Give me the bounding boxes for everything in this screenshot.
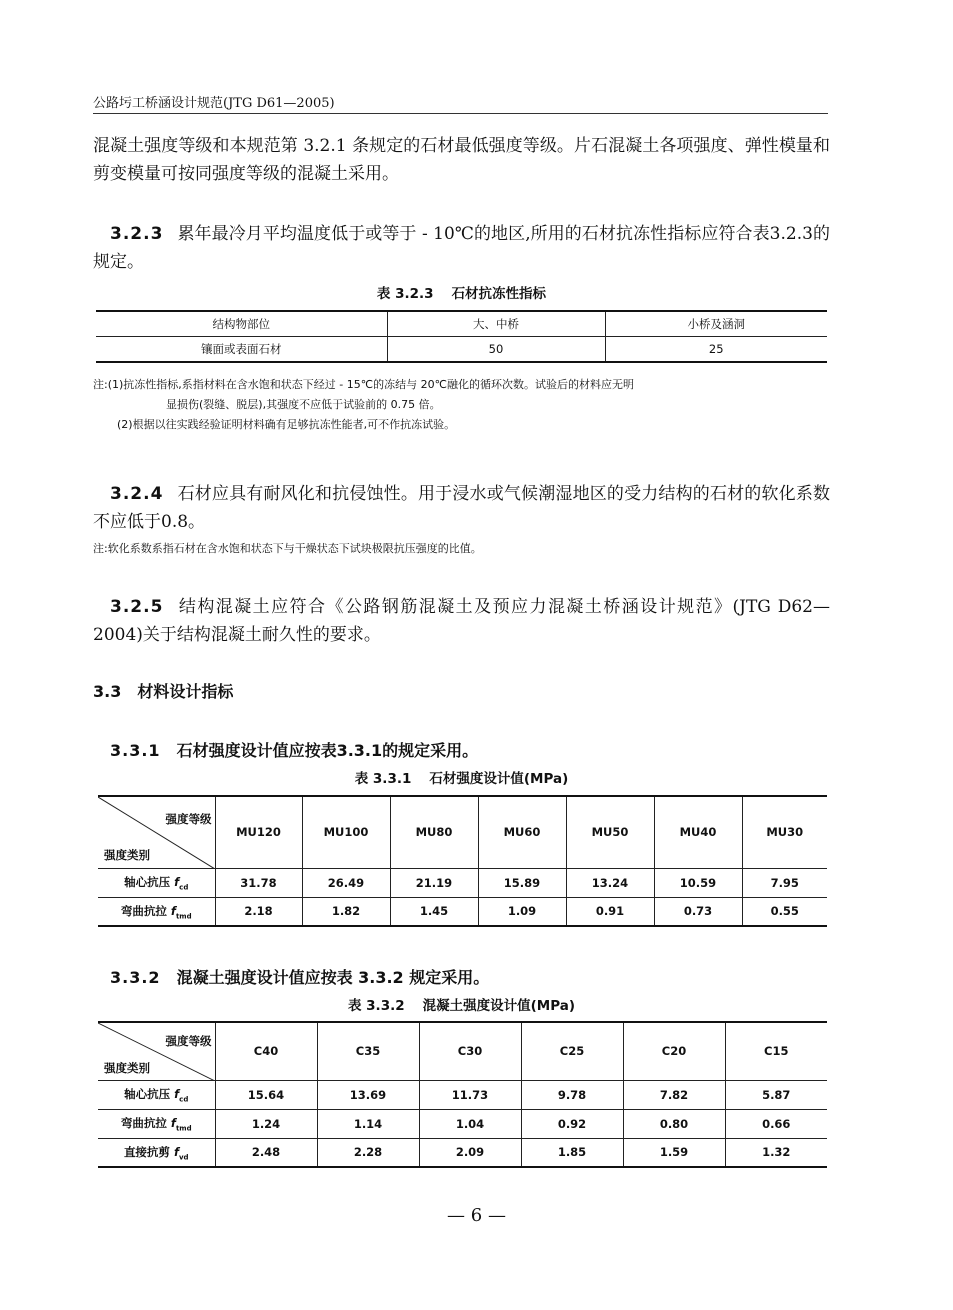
- grade-header: MU100: [302, 796, 390, 868]
- table-3-2-3: [96, 310, 827, 363]
- table-cell: 0.92: [521, 1109, 623, 1138]
- table-cell: 50: [387, 337, 605, 363]
- grade-header: C20: [623, 1022, 725, 1080]
- table-cell: 2.18: [215, 897, 302, 926]
- clause-3-3-2: [110, 965, 489, 988]
- table-cell: 7.95: [742, 868, 827, 897]
- row-label-text: 弯曲抗拉: [120, 1115, 167, 1130]
- grade-header: C35: [317, 1022, 419, 1080]
- caption-number: 表 3.3.1: [354, 771, 412, 787]
- caption-title: 石材强度设计值(MPa): [429, 771, 569, 787]
- clause-3-2-5: [93, 593, 830, 649]
- table-cell: 15.64: [215, 1080, 317, 1109]
- clause-text: 石材应具有耐风化和抗侵蚀性。用于浸水或气候潮湿地区的受力结构的石材的软化系数不应低于0.8。: [93, 484, 830, 532]
- note-1-line-1: 注:(1)抗冻性指标,系指材料在含水饱和状态下经过 - 15℃的冻结与 20℃融化的循环次数。试验后的材料应无明: [93, 378, 634, 391]
- section-title: 材料设计指标: [137, 682, 234, 701]
- caption-title: 混凝土强度设计值(MPa): [422, 998, 576, 1014]
- table-cell: 21.19: [390, 868, 478, 897]
- row-label-text: 轴心抗压: [124, 874, 171, 889]
- row-label: [98, 1138, 215, 1167]
- table-cell: 25: [605, 337, 827, 363]
- clause-text: 结构混凝土应符合《公路钢筋混凝土及预应力混凝土桥涵设计规范》(JTG D62—2004)关于结构混凝土耐久性的要求。: [93, 597, 830, 645]
- grade-header: C30: [419, 1022, 521, 1080]
- caption-title: 石材抗冻性指标: [451, 286, 547, 302]
- intro-paragraph: 混凝土强度等级和本规范第 3.2.1 条规定的石材最低强度等级。片石混凝土各项强度、弹性模量和剪变模量可按同强度等级的混凝土采用。: [93, 136, 830, 184]
- table-row: [96, 337, 827, 363]
- table-3-3-1: [98, 795, 827, 927]
- clause-number: 3.3.2: [110, 968, 161, 987]
- table-cell: 1.09: [478, 897, 566, 926]
- table-header-row: [98, 1022, 827, 1080]
- table-3-3-2: [98, 1021, 827, 1168]
- clause-number: 3.2.3: [110, 224, 164, 244]
- grade-header: MU60: [478, 796, 566, 868]
- table-cell: 13.69: [317, 1080, 419, 1109]
- table-cell: 1.59: [623, 1138, 725, 1167]
- caption-number: 表 3.3.2: [347, 998, 405, 1014]
- table-cell: 镶面或表面石材: [96, 337, 387, 363]
- row-label: [98, 1080, 215, 1109]
- table-cell: 31.78: [215, 868, 302, 897]
- symbol: f: [174, 1086, 180, 1101]
- row-label-text: 直接抗剪: [123, 1144, 170, 1159]
- header-divider: [93, 113, 828, 114]
- page-number: — 6 —: [447, 1205, 506, 1226]
- table-cell: 1.32: [725, 1138, 827, 1167]
- row-label: [98, 897, 215, 926]
- table-cell: 1.85: [521, 1138, 623, 1167]
- corner-bottom-label: 强度类别: [104, 848, 150, 862]
- symbol-subscript: cd: [179, 883, 189, 892]
- table-header-row: [98, 796, 827, 868]
- table-row: [98, 1080, 827, 1109]
- table-row: [98, 1109, 827, 1138]
- symbol-subscript: vd: [178, 1152, 189, 1161]
- table-cell: 13.24: [566, 868, 654, 897]
- clause-3-2-4: [93, 480, 830, 536]
- table-cell: 9.78: [521, 1080, 623, 1109]
- table-cell: 5.87: [725, 1080, 827, 1109]
- section-number: 3.3: [93, 682, 122, 701]
- clause-3-3-1: [110, 738, 478, 761]
- table-row: [98, 1138, 827, 1167]
- clause-text: 累年最冷月平均温度低于或等于 - 10℃的地区,所用的石材抗冻性指标应符合表3.2.3的规定。: [93, 224, 830, 272]
- corner-header-cell: [98, 796, 215, 868]
- symbol-subscript: cd: [179, 1095, 189, 1104]
- header-cell: 大、中桥: [387, 311, 605, 337]
- clause-number: 3.2.5: [110, 597, 164, 617]
- row-label-text: 轴心抗压: [124, 1086, 171, 1101]
- table-cell: 1.04: [419, 1109, 521, 1138]
- header-cell: 小桥及涵洞: [605, 311, 827, 337]
- table-3-2-3-notes: [93, 375, 833, 435]
- symbol: f: [173, 1144, 179, 1159]
- row-label: [98, 868, 215, 897]
- note-2: (2)根据以往实践经验证明材料确有足够抗冻性能者,可不作抗冻试验。: [117, 418, 456, 431]
- row-label-text: 弯曲抗拉: [120, 903, 167, 918]
- corner-top-label: 强度等级: [165, 812, 212, 826]
- table-cell: 11.73: [419, 1080, 521, 1109]
- symbol-subscript: tmd: [175, 911, 192, 920]
- table-3-2-3-caption: [93, 282, 830, 302]
- clause-text: 混凝土强度设计值应按表 3.3.2 规定采用。: [176, 968, 490, 987]
- grade-header: MU120: [215, 796, 302, 868]
- table-cell: 7.82: [623, 1080, 725, 1109]
- table-cell: 15.89: [478, 868, 566, 897]
- table-cell: 0.73: [654, 897, 742, 926]
- grade-header: MU80: [390, 796, 478, 868]
- running-header: 公路圬工桥涵设计规范(JTG D61—2005): [93, 96, 335, 111]
- table-3-3-1-caption: [93, 767, 830, 787]
- table-cell: 0.66: [725, 1109, 827, 1138]
- corner-bottom-label: 强度类别: [104, 1061, 150, 1075]
- table-row: [98, 897, 827, 926]
- clause-number: 3.2.4: [110, 484, 164, 504]
- row-label: [98, 1109, 215, 1138]
- table-cell: 2.09: [419, 1138, 521, 1167]
- header-cell: 结构物部位: [212, 317, 270, 331]
- table-cell: 2.48: [215, 1138, 317, 1167]
- symbol: f: [170, 903, 176, 918]
- table-cell: 0.80: [623, 1109, 725, 1138]
- clause-text: 石材强度设计值应按表3.3.1的规定采用。: [176, 741, 479, 760]
- grade-header: C15: [725, 1022, 827, 1080]
- table-cell: 10.59: [654, 868, 742, 897]
- table-3-3-2-caption: [93, 994, 830, 1014]
- grade-header: MU30: [742, 796, 827, 868]
- symbol: f: [170, 1115, 176, 1130]
- symbol-subscript: tmd: [175, 1124, 192, 1133]
- note-1-line-2: 显损伤(裂缝、脱层),其强度不应低于试验前的 0.75 倍。: [166, 398, 441, 411]
- grade-header: MU50: [566, 796, 654, 868]
- clause-number: 3.3.1: [110, 741, 161, 760]
- section-3-3-heading: [93, 679, 233, 702]
- clause-3-2-3: [93, 220, 830, 276]
- table-cell: 0.55: [742, 897, 827, 926]
- grade-header: C40: [215, 1022, 317, 1080]
- table-cell: 2.28: [317, 1138, 419, 1167]
- table-row: [98, 868, 827, 897]
- table-cell: 1.24: [215, 1109, 317, 1138]
- corner-header-cell: [98, 1022, 215, 1080]
- symbol: f: [174, 874, 180, 889]
- corner-top-label: 强度等级: [165, 1034, 212, 1048]
- grade-header: C25: [521, 1022, 623, 1080]
- caption-number: 表 3.2.3: [376, 286, 434, 302]
- table-cell: 1.14: [317, 1109, 419, 1138]
- table-cell: 0.91: [566, 897, 654, 926]
- clause-3-2-4-note: 注:软化系数系指石材在含水饱和状态下与干燥状态下试块极限抗压强度的比值。: [93, 542, 482, 555]
- grade-header: MU40: [654, 796, 742, 868]
- table-cell: 1.45: [390, 897, 478, 926]
- table-header-row: [96, 311, 827, 337]
- table-cell: 26.49: [302, 868, 390, 897]
- table-cell: 1.82: [302, 897, 390, 926]
